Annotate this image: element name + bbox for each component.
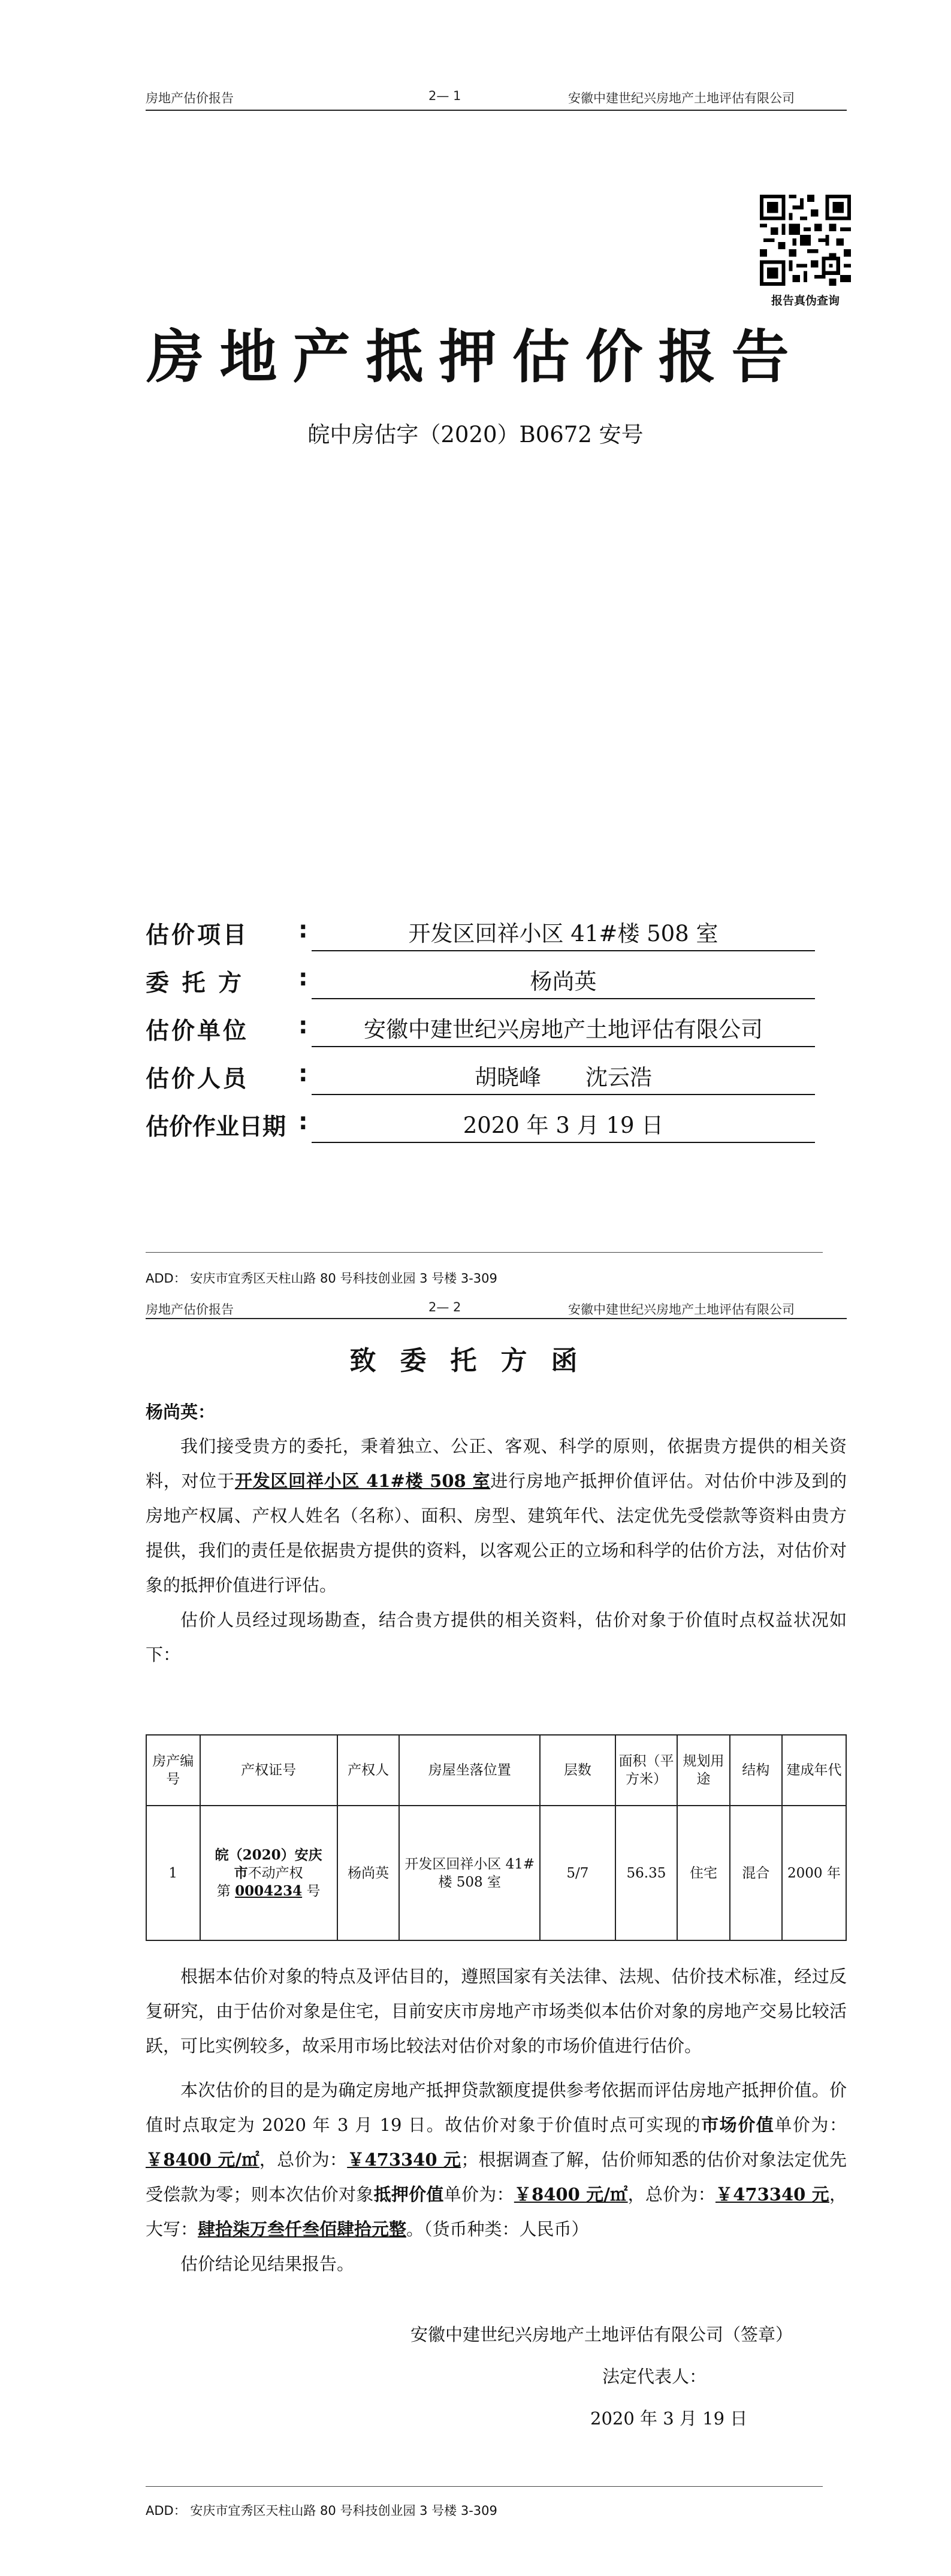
table-header: 房产编号 [146, 1735, 200, 1806]
letter-title: 致委托方函 [349, 1346, 602, 1376]
page1-header-company: 安徽中建世纪兴房地产土地评估有限公司 [568, 91, 795, 105]
paragraph-conclusion: 估价结论见结果报告。 [180, 2254, 355, 2274]
cell-year: 2000 年 [782, 1806, 846, 1940]
table-header: 产权证号 [200, 1735, 337, 1806]
table-header: 结构 [730, 1735, 782, 1806]
info-label-client: 委 托 方 [146, 970, 244, 997]
info-colon: : [298, 965, 308, 991]
page1-header-rule [146, 110, 847, 111]
page1-header-left: 房地产估价报告 [146, 91, 234, 105]
page2-header-left: 房地产估价报告 [146, 1302, 234, 1317]
paragraph-valuation: 本次估价的目的是为确定房地产抵押贷款额度提供参考依据而评估房地产抵押价值。价值时点取定为 2020 年 3 月 19 日。故估价对象于价值时点可实现的市场价值单价为：￥8400 元/㎡，总价为：￥473340 元；根据调查了解，估价师知悉的估价对象法定优先受偿款为零；则本次估价对象抵押价值单价为：￥8400 元/㎡，总价为：￥473340 元，大写：肆拾柒万叁仟叁佰肆拾元整。（货币种类：人民币） [146, 2080, 847, 2239]
cell-no: 1 [146, 1806, 200, 1940]
paragraph-method: 根据本估价对象的特点及评估目的，遵照国家有关法律、法规、估价技术标准，经过反复研究，由于估价对象是住宅，目前安庆市房地产市场类似本估价对象的房地产交易比较活跃，可比实例较多，故采用市场比较法对估价对象的市场价值进行估价。 [146, 1966, 847, 2056]
info-value-project: 开发区回祥小区 41#楼 508 室 [312, 915, 815, 951]
info-label-appraiser-unit: 估价单位 [146, 1018, 249, 1045]
info-colon: : [298, 1108, 308, 1135]
page2-footer-rule [146, 2486, 823, 2487]
table-header-row [146, 1735, 846, 1806]
page1-header-page-no: 2— 1 [428, 89, 461, 103]
table-header: 产权人 [337, 1735, 400, 1806]
salutation: 杨尚英： [146, 1402, 216, 1422]
sign-representative: 法定代表人： [602, 2366, 707, 2387]
cell-location: 开发区回祥小区 41#楼 508 室 [399, 1806, 540, 1940]
info-value-client: 杨尚英 [312, 963, 815, 999]
page2-header-company: 安徽中建世纪兴房地产土地评估有限公司 [568, 1302, 795, 1317]
qr-caption: 报告真伪查询 [771, 294, 840, 307]
table-header: 房屋坐落位置 [399, 1735, 540, 1806]
property-table [146, 1734, 847, 1941]
cell-area: 56.35 [615, 1806, 678, 1940]
info-label-project: 估价项目 [146, 922, 249, 949]
info-value-date: 2020 年 3 月 19 日 [312, 1107, 815, 1143]
info-colon: : [298, 1060, 308, 1087]
table-header: 建成年代 [782, 1735, 846, 1806]
page1-footer-rule [146, 1252, 823, 1253]
cell-floors: 5/7 [540, 1806, 615, 1940]
info-label-appraisers: 估价人员 [146, 1066, 249, 1093]
cell-structure: 混合 [730, 1806, 782, 1940]
info-value-appraiser-unit: 安徽中建世纪兴房地产土地评估有限公司 [312, 1011, 815, 1047]
paragraph-survey: 估价人员经过现场勘查，结合贵方提供的相关资料，估价对象于价值时点权益状况如下： [146, 1610, 847, 1665]
sign-date: 2020 年 3 月 19 日 [590, 2408, 748, 2429]
sign-company: 安徽中建世纪兴房地产土地评估有限公司（签章） [410, 2324, 793, 2345]
info-label-date: 估价作业日期 [146, 1114, 286, 1141]
info-colon: : [298, 1012, 308, 1039]
qr-code-icon[interactable] [760, 195, 851, 286]
table-header: 面积（平方米） [615, 1735, 678, 1806]
info-value-appraisers: 胡晓峰 沈云浩 [312, 1059, 815, 1095]
cell-owner: 杨尚英 [337, 1806, 400, 1940]
page2-header-rule [146, 1318, 847, 1319]
info-colon: : [298, 917, 308, 944]
page1-address: ADD： 安庆市宜秀区天柱山路 80 号科技创业园 3 号楼 3-309 [146, 1271, 497, 1286]
page2-header-page-no: 2— 2 [428, 1300, 461, 1314]
table-row [146, 1806, 846, 1940]
report-title: 房地产抵押估价报告 [146, 323, 805, 391]
cell-cert: 皖（2020）安庆 市不动产权 第 0004234 号 [200, 1806, 337, 1940]
table-header: 规划用途 [677, 1735, 729, 1806]
table-header: 层数 [540, 1735, 615, 1806]
report-number: 皖中房估字（2020）B0672 安号 [307, 422, 644, 448]
page2-address: ADD： 安庆市宜秀区天柱山路 80 号科技创业园 3 号楼 3-309 [146, 2504, 497, 2518]
paragraph-engagement: 我们接受贵方的委托，秉着独立、公正、客观、科学的原则，依据贵方提供的相关资料，对位于开发区回祥小区 41#楼 508 室进行房地产抵押价值评估。对估价中涉及到的房地产权属、产权人姓名（名称）、面积、房型、建筑年代、法定优先受偿款等资料由贵方提供，我们的责任是依据贵方提供的资料，以客观公正的立场和科学的估价方法，对估价对象的抵押价值进行评估。 [146, 1436, 847, 1595]
cell-use: 住宅 [677, 1806, 729, 1940]
